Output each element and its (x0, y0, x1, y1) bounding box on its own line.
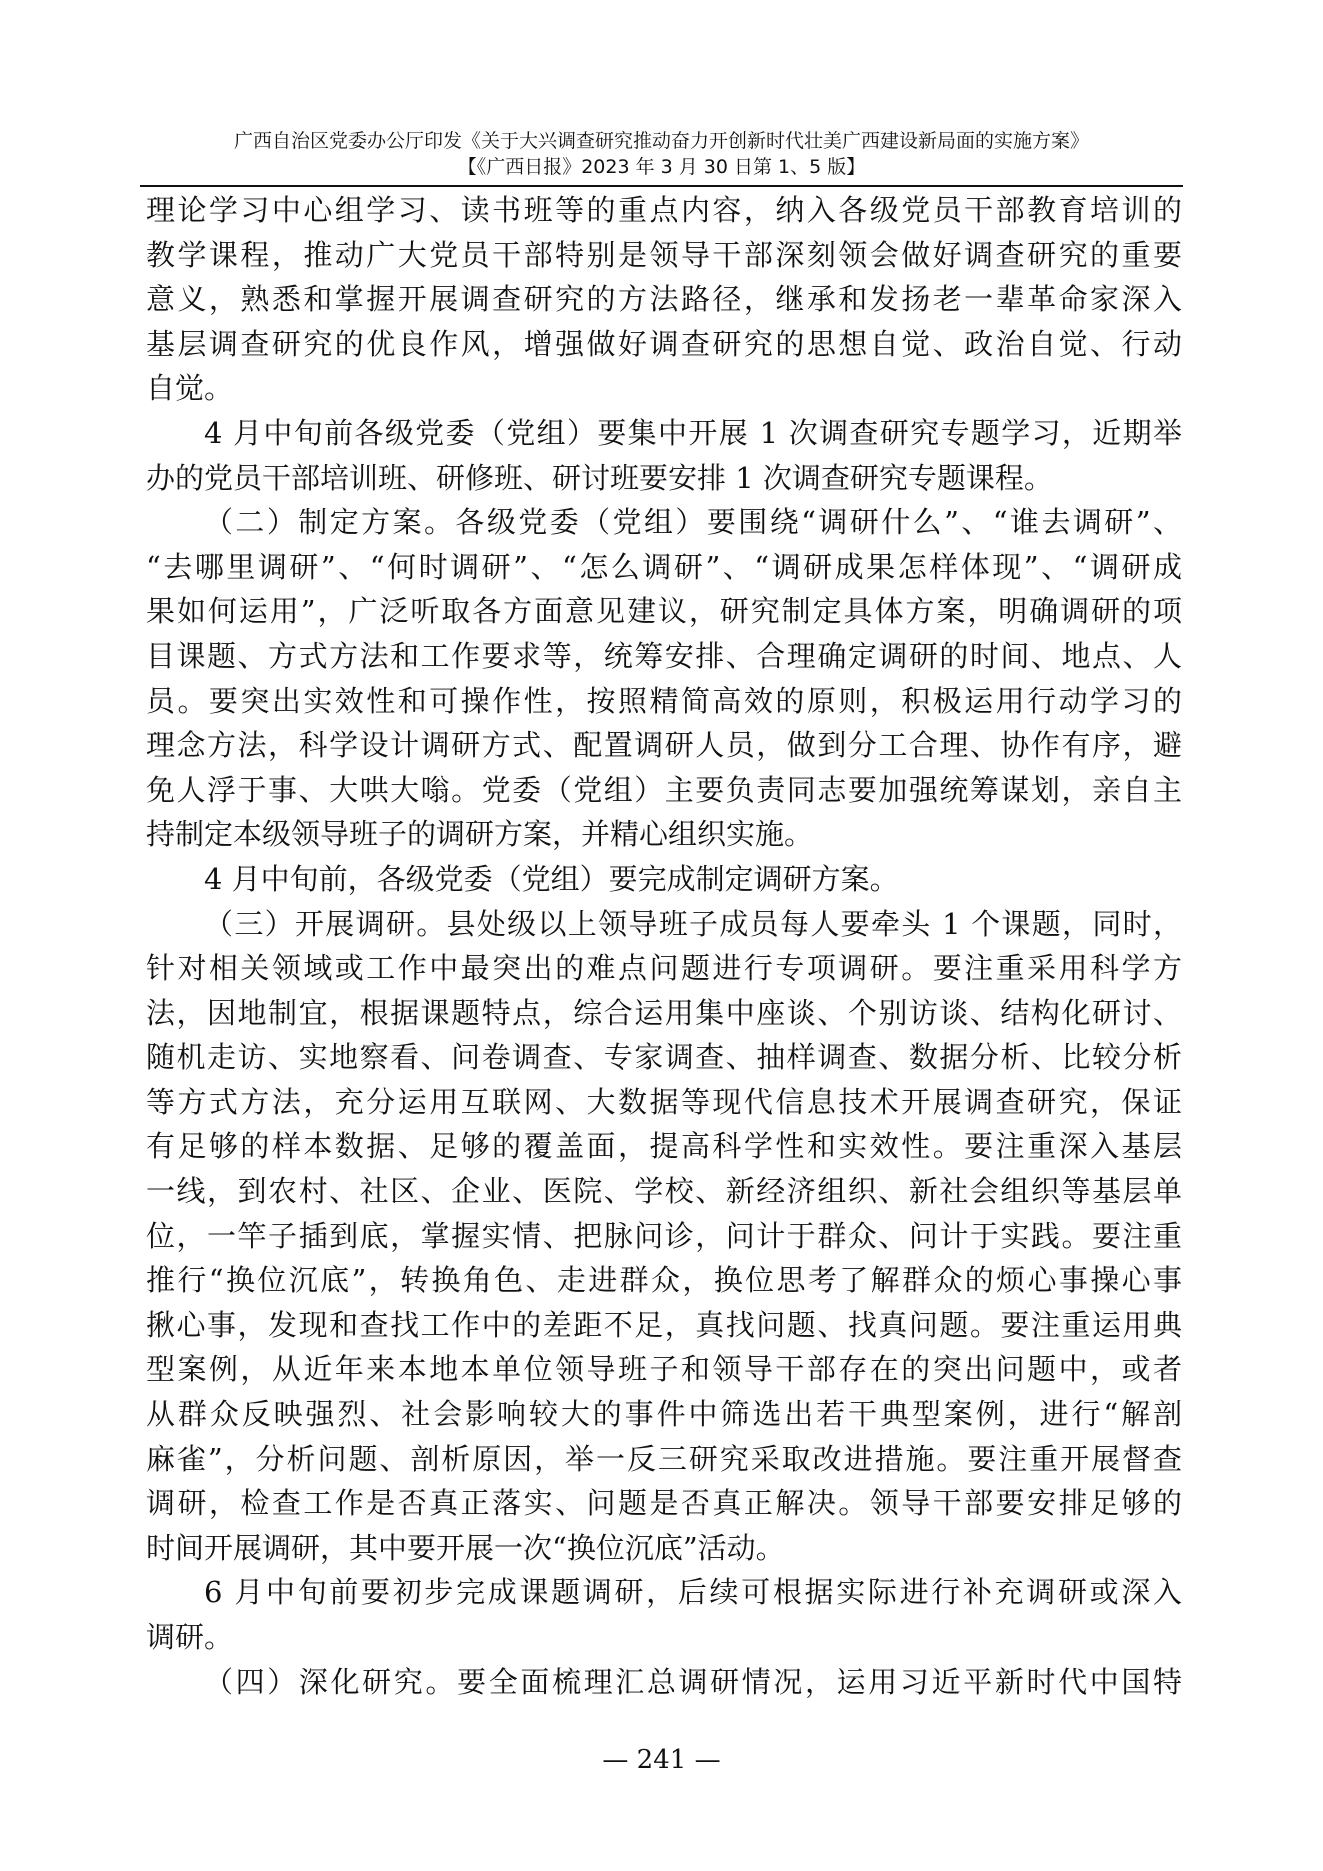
text-line: 自觉。 (146, 371, 234, 406)
text-line: 等方式方法，充分运用互联网、大数据等现代信息技术开展调查研究，保证 (146, 1084, 1182, 1119)
text-line: 免人浮于事、大哄大嗡。党委（党组）主要负责同志要加强统筹谋划，亲自主 (146, 772, 1182, 807)
header-divider (140, 185, 1183, 187)
text-line: 4 月中旬前各级党委（党组）要集中开展 1 次调查研究专题学习，近期举 (204, 415, 1182, 450)
text-line: 果如何运用”，广泛听取各方面意见建议，研究制定具体方案，明确调研的项 (146, 594, 1182, 629)
text-line: 办的党员干部培训班、研修班、研讨班要安排 1 次调查研究专题课程。 (146, 460, 1053, 495)
text-line: 随机走访、实地察看、问卷调查、专家调查、抽样调查、数据分析、比较分析 (146, 1040, 1182, 1075)
text-line: 推行“换位沉底”，转换角色、走进群众，换位思考了解群众的烦心事操心事 (146, 1263, 1182, 1298)
body-text (146, 188, 1182, 1704)
text-line: 理论学习中心组学习、读书班等的重点内容，纳入各级党员干部教育培训的 (146, 193, 1182, 227)
text-line: 位，一竿子插到底，掌握实情、把脉问诊，问计于群众、问计于实践。要注重 (146, 1218, 1182, 1253)
text-line: 理念方法，科学设计调研方式、配置调研人员，做到分工合理、协作有序，避 (146, 728, 1182, 763)
text-line: 有足够的样本数据、足够的覆盖面，提高科学性和实效性。要注重深入基层 (146, 1129, 1182, 1164)
running-header-title: 广西自治区党委办公厅印发《关于大兴调查研究推动奋力开创新时代壮美广西建设新局面的实施方案》 (233, 130, 1089, 152)
text-line: 调研。 (146, 1620, 234, 1654)
page-number: — 241 — (602, 1745, 721, 1775)
text-line: 从群众反映强烈、社会影响较大的事件中筛选出若干典型案例，进行“解剖 (146, 1397, 1182, 1432)
text-line: 法，因地制宜，根据课题特点，综合运用集中座谈、个别访谈、结构化研讨、 (146, 995, 1182, 1030)
text-line: 6 月中旬前要初步完成课题调研，后续可根据实际进行补充调研或深入 (204, 1575, 1182, 1610)
text-line: 持制定本级领导班子的调研方案，并精心组织实施。 (146, 817, 814, 852)
text-line: 意义，熟悉和掌握开展调查研究的方法路径，继承和发扬老一辈革命家深入 (146, 282, 1182, 317)
text-line: 一线，到农村、社区、企业、医院、学校、新经济组织、新社会组织等基层单 (146, 1174, 1182, 1209)
text-line: 麻雀”，分析问题、剖析原因，举一反三研究采取改进措施。要注重开展督查 (146, 1441, 1182, 1476)
text-line: （四）深化研究。要全面梳理汇总调研情况，运用习近平新时代中国特 (204, 1664, 1182, 1699)
text-line: 调研，检查工作是否真正落实、问题是否真正解决。领导干部要安排足够的 (146, 1486, 1182, 1521)
text-line: 基层调查研究的优良作风，增强做好调查研究的思想自觉、政治自觉、行动 (146, 326, 1182, 361)
text-line: “去哪里调研”、“何时调研”、“怎么调研”、“调研成果怎样体现”、“调研成 (146, 549, 1182, 584)
text-line: 揪心事，发现和查找工作中的差距不足，真找问题、找真问题。要注重运用典 (146, 1307, 1182, 1342)
text-line: （三）开展调研。县处级以上领导班子成员每人要牵头 1 个课题，同时， (204, 906, 1182, 941)
text-line: 4 月中旬前，各级党委（党组）要完成制定调研方案。 (204, 861, 899, 896)
running-header-source: 【《广西日报》2023 年 3 月 30 日第 1、5 版】 (457, 156, 866, 178)
text-line: 时间开展调研，其中要开展一次“换位沉底”活动。 (146, 1530, 785, 1565)
text-line: 针对相关领域或工作中最突出的难点问题进行专项调研。要注重采用科学方 (146, 951, 1182, 986)
text-line: 员。要突出实效性和可操作性，按照精简高效的原则，积极运用行动学习的 (146, 683, 1182, 718)
text-line: 教学课程，推动广大党员干部特别是领导干部深刻领会做好调查研究的重要 (146, 237, 1182, 272)
text-line: 型案例，从近年来本地本单位领导班子和领导干部存在的突出问题中，或者 (146, 1352, 1182, 1387)
text-line: 目课题、方式方法和工作要求等，统筹安排、合理确定调研的时间、地点、人 (146, 638, 1182, 673)
text-line: （二）制定方案。各级党委（党组）要围绕“调研什么”、“谁去调研”、 (204, 505, 1182, 540)
